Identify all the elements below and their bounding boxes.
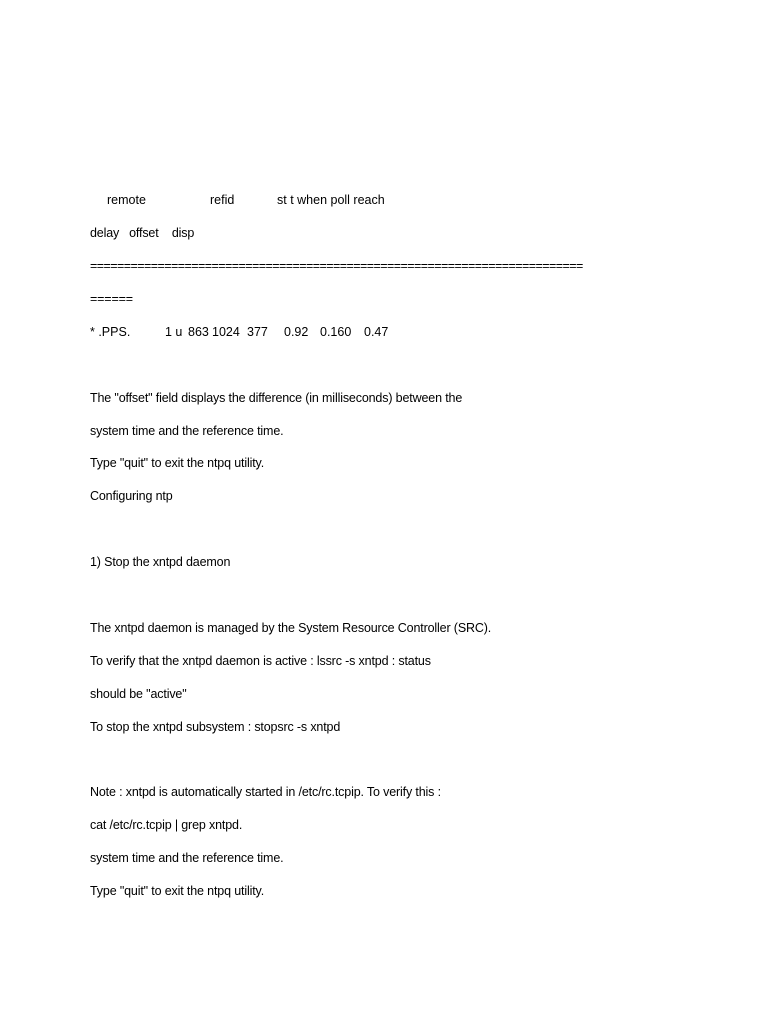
header-remote: remote [107,193,146,207]
peer-delay: 0.92 [284,325,309,339]
peer-poll: 1024 [212,325,240,339]
verify-line: To verify that the xntpd daemon is active : lssrc -s xntpd : status [90,654,431,668]
stop-line: To stop the xntpd subsystem : stopsrc -s xntpd [90,720,341,734]
ntpq-header-row [0,192,768,208]
peer-remote: * .PPS. [90,325,131,339]
src-note: The xntpd daemon is managed by the System Resource Controller (SRC). [90,621,492,635]
peer-offset: 0.160 [320,325,352,339]
quit-line-2: Type "quit" to exit the ntpq utility. [90,884,265,898]
peer-st-t: 1 u [165,325,183,339]
cat-command-line: cat /etc/rc.tcpip | grep xntpd. [90,818,243,832]
system-time-line: system time and the reference time. [90,851,284,865]
ntpq-peer-row [0,324,768,340]
active-line: should be "active" [90,687,187,701]
ntpq-separator-wrap: ====== [90,292,133,306]
peer-when: 863 [188,325,209,339]
peer-reach: 377 [247,325,268,339]
note-line: Note : xntpd is automatically started in /etc/rc.tcpip. To verify this : [90,785,441,799]
header-refid: refid [210,193,235,207]
ntpq-header-wrap: delay offset disp [90,226,195,240]
quit-note: Type "quit" to exit the ntpq utility. [90,456,265,470]
section-title: Configuring ntp [90,489,173,503]
offset-note-line-1: The "offset" field displays the difference (in milliseconds) between the [90,391,463,405]
step-1-heading: 1) Stop the xntpd daemon [90,555,231,569]
header-st-t-when-poll-reach: st t when poll reach [277,193,385,207]
peer-disp: 0.47 [364,325,389,339]
ntpq-separator: ========================================================================= [90,259,583,273]
offset-note-line-2: system time and the reference time. [90,424,284,438]
